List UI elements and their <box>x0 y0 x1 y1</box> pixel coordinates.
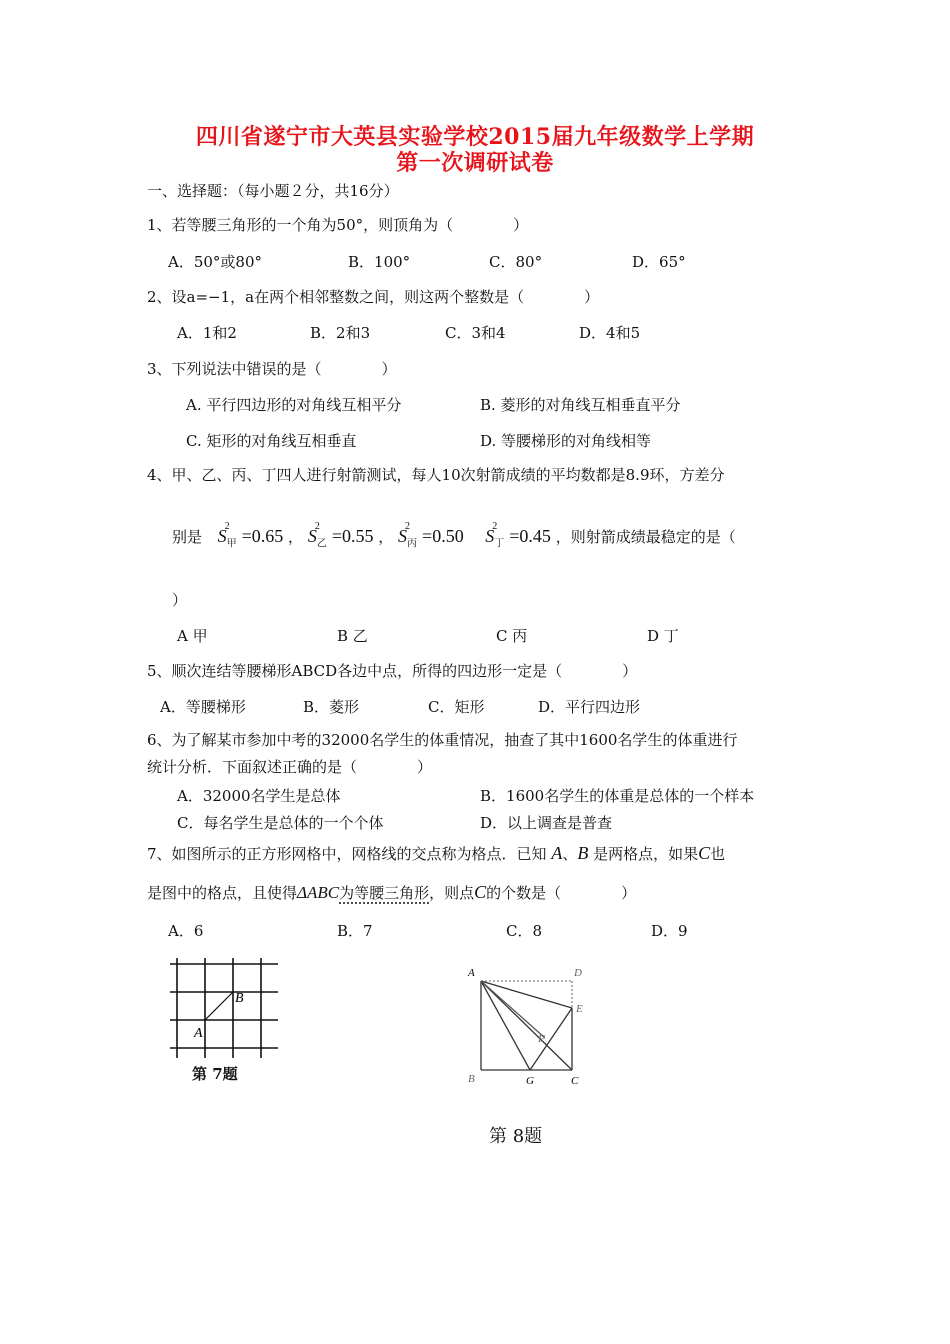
q7-option-d: D．9 <box>651 922 688 940</box>
q2-option-c: C．3和4 <box>445 324 506 342</box>
q5-option-c: C．矩形 <box>428 698 485 716</box>
variance-bing: $S_丙^2 =0.50$ <box>398 521 464 550</box>
q5-option-d: D．平行四边形 <box>538 698 641 716</box>
question-6-stem-cont: 统计分析．下面叙述正确的是（ ） <box>147 758 433 776</box>
question-4-stem: 4、甲、乙、丙、丁四人进行射箭测试，每人10次射箭成绩的平均数都是8.9环，方差分 <box>147 466 725 484</box>
q6-option-c: C．每名学生是总体的一个个体 <box>177 814 384 832</box>
q4-option-a: A 甲 <box>177 627 208 645</box>
q4-prefix: 别是 <box>172 528 203 546</box>
fig7-label-a: A <box>194 1026 203 1041</box>
q3-option-c: C. 矩形的对角线互相垂直 <box>186 432 357 450</box>
question-5-stem: 5、顺次连结等腰梯形ABCD各边中点，所得的四边形一定是（ ） <box>147 662 638 680</box>
figure-7-grid <box>165 950 290 1065</box>
variance-yi: $S_乙^2 =0.55$ <box>307 521 374 550</box>
fig8-label-g: G <box>526 1075 534 1087</box>
q3-option-d: D. 等腰梯形的对角线相等 <box>480 432 652 450</box>
question-2-stem: 2、设a=−1，a在两个相邻整数之间，则这两个整数是（ ） <box>147 288 600 306</box>
question-7-stem: 7、如图所示的正方形网格中，网格线的交点称为格点．已知 A、B 是两格点，如果C也 <box>147 843 726 863</box>
q6-option-b: B．1600名学生的体重是总体的一个样本 <box>480 787 755 805</box>
question-6-stem: 6、为了解某市参加中考的32000名学生的体重情况，抽查了其中1600名学生的体重进行 <box>147 731 738 749</box>
q7-option-b: B．7 <box>337 922 373 940</box>
q2-option-b: B．2和3 <box>310 324 371 342</box>
fig8-label-c: C <box>571 1075 579 1087</box>
figure-7-caption: 第 7题 <box>192 1065 238 1083</box>
fig8-label-f: F <box>538 1033 545 1045</box>
q4-suffix: ，则射箭成绩最稳定的是（ <box>555 528 736 546</box>
question-1-stem: 1、若等腰三角形的一个角为50°，则顶角为（ ） <box>147 216 529 234</box>
fig8-label-b: B <box>468 1073 475 1085</box>
q3-option-a: A. 平行四边形的对角线互相平分 <box>186 396 402 414</box>
q6-option-d: D．以上调查是普查 <box>480 814 613 832</box>
question-7-stem-cont: 是图中的格点，且使得ΔABC为等腰三角形，则点C的个数是（ ） <box>147 882 637 902</box>
q1-option-c: C．80° <box>489 253 543 271</box>
fig8-label-e: E <box>576 1003 583 1015</box>
q7-option-c: C．8 <box>506 922 543 940</box>
q2-option-d: D．4和5 <box>579 324 641 342</box>
q7-option-a: A．6 <box>168 922 204 940</box>
q3-option-b: B. 菱形的对角线互相垂直平分 <box>480 396 681 414</box>
figure-8-diagram <box>460 960 610 1090</box>
q2-option-a: A．1和2 <box>177 324 237 342</box>
q1-option-b: B．100° <box>348 253 411 271</box>
q1-option-a: A．50°或80° <box>168 253 263 271</box>
q5-option-a: A．等腰梯形 <box>160 698 246 716</box>
q1-option-d: D．65° <box>632 253 686 271</box>
variance-ding: $S_丁^2 =0.45$ <box>485 521 551 550</box>
question-4-close: ） <box>172 591 188 609</box>
q5-option-b: B．菱形 <box>303 698 360 716</box>
figure-8-caption: 第 8题 <box>489 1126 543 1147</box>
question-3-stem: 3、下列说法中错误的是（ ） <box>147 360 397 378</box>
fig8-label-d: D <box>574 967 582 979</box>
q4-option-c: C 丙 <box>496 627 528 645</box>
variance-jia: $S_甲^2 =0.65$ <box>217 521 284 550</box>
fig7-label-b: B <box>235 991 244 1006</box>
q4-option-b: B 乙 <box>337 627 368 645</box>
exam-title-line1: 四川省遂宁市大英县实验学校2015届九年级数学上学期 <box>195 124 755 150</box>
section-heading: 一、选择题：（每小题２分，共16分） <box>147 182 399 200</box>
question-4-variances: 别是 $S_甲^2 =0.65$ ， $S_乙^2 =0.55$ ， $S_丙^2 =0.50$ $S_丁^2 =0.45$ ，则射箭成绩最稳定的是（ <box>172 521 736 550</box>
q4-option-d: D 丁 <box>647 627 679 645</box>
q6-option-a: A．32000名学生是总体 <box>177 787 341 805</box>
exam-title-line2: 第一次调研试卷 <box>396 150 554 176</box>
fig8-label-a: A <box>468 967 475 979</box>
